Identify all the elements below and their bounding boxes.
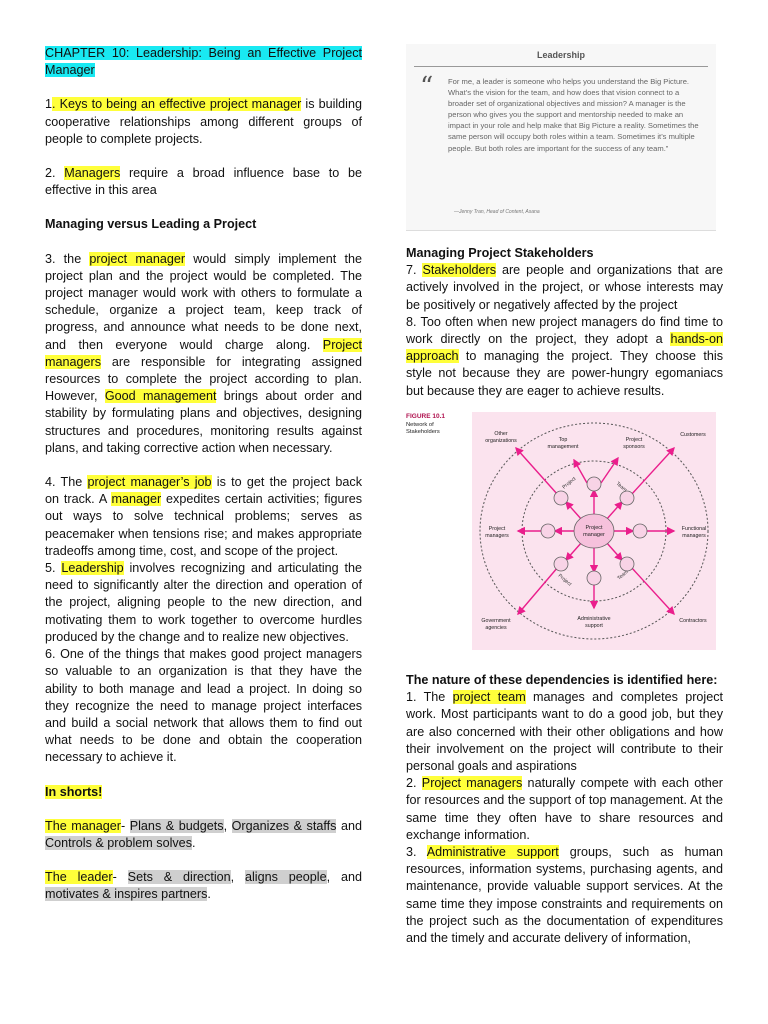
highlight: The manager (45, 818, 121, 833)
highlight: project manager (89, 251, 186, 266)
svg-text:Functional: Functional (681, 526, 707, 532)
svg-text:Project: Project (556, 572, 573, 588)
svg-text:Top: Top (558, 437, 568, 443)
paragraph-8: 8. Too often when new project managers do find time to work directly on the project, they adopt a hands-on approach to managing the project. They choose this style not because they are power-hungry egomaniacs but because they are eager to achieve results. (406, 314, 723, 398)
svg-text:Other: Other (494, 431, 508, 437)
quote-divider (414, 66, 708, 67)
paragraph-5: 5. Leadership involves recognizing and articulating the need to significantly alter the direction and operation of the project, aligning people to the new direction, and motivating them to work together to overcome hurdles produced by the change and to realize new objectives. (45, 561, 362, 644)
right-column (406, 245, 723, 400)
svg-text:Team: Team (614, 480, 628, 494)
paragraph-2: 2. Managers require a broad influence base to be effective in this area (45, 166, 362, 198)
dependencies-section (406, 672, 723, 947)
in-shorts-heading: In shorts! (45, 784, 103, 799)
dependency-2: 2. Project managers naturally compete with each other for resources and the support of top management. At the same time they often have to share resources and exchange information. (406, 776, 723, 842)
figure-caption-line1: Network of (406, 422, 434, 428)
svg-text:Administrative: Administrative (577, 616, 611, 622)
stakeholder-network-figure (406, 408, 716, 652)
svg-text:managers: managers (682, 533, 706, 539)
chapter-title (45, 45, 362, 79)
highlight: Administrative support (426, 845, 559, 860)
paragraph-1: 1. Keys to being an effective project manager is building cooperative relationships among different groups of people to complete projects. (45, 97, 362, 146)
svg-text:agencies: agencies (485, 625, 507, 631)
paragraph-4: 4. The project manager’s job is to get the project back on track. A manager expedites certain activities; figures out ways to solve technical problems; serves as peacemaker when tensions rise; and makes appropriate tradeoffs among time, cost, and scope of the project. (45, 475, 362, 558)
svg-text:Contractors: Contractors (679, 618, 707, 624)
highlight: Project managers (45, 337, 362, 369)
leader-summary: The leader- Sets & direction, aligns people, and motivates & inspires partners. (45, 870, 362, 902)
svg-text:Team: Team (616, 569, 630, 582)
paragraph-6: 6. One of the things that makes good project managers so valuable to an organization is that they have the ability to both manage and lead a project. In doing so they recognize the need to manage project interfaces and build a social network that allows them to find out what needs to be done and obtain the cooperation necessary to achieve it. (45, 647, 362, 765)
highlight: Keys to being an effective project manager (55, 97, 302, 112)
paragraph-7: 7. Stakeholders are people and organizations that are actively involved in the project, or whose interests may be positively or negatively affected by the project (406, 263, 723, 312)
svg-text:management: management (547, 444, 579, 450)
highlight: hands-on approach (406, 332, 723, 364)
quote-heading: Leadership (536, 50, 585, 60)
heading-managing-vs-leading: Managing versus Leading a Project (45, 217, 257, 232)
dependency-3: 3. Administrative support groups, such as human resources, information systems, purchasing agents, and maintenance, provide valuable support services. At the same time they impose constraints and requirements on the project such as the documentation of expenditures and the timely and accurate delivery of information, (406, 845, 724, 946)
left-column (45, 45, 362, 904)
highlight: project team (452, 690, 526, 705)
highlight: project manager’s job (87, 475, 212, 490)
network-diagram (406, 408, 716, 652)
highlight: The leader (45, 870, 113, 885)
svg-text:managers: managers (485, 533, 509, 539)
center-label-1: Project (585, 525, 603, 531)
svg-text:sponsors: sponsors (623, 444, 645, 450)
project-manager-node (574, 514, 614, 548)
svg-text:Project: Project (625, 437, 643, 443)
figure-label: FIGURE 10.1 (406, 413, 446, 420)
paragraph-3: 3. the project manager would simply implement the project plan and the project would be completed. The project manager would work with others to formulate a schedule, organize a project team, keep track of progress, and announce what needs to be done next, and then everyone would charge along. Project managers are responsible for integrating assigned resources to complete the project according to plan. However, Good management brings about order and stability by formulating plans and objectives, designing structures and procedures, monitoring results against plans, and taking corrective action when necessary. (45, 251, 362, 455)
highlight: manager (111, 492, 162, 507)
heading-dependencies: The nature of these dependencies is identified here: (406, 673, 718, 687)
heading-managing-stakeholders: Managing Project Stakeholders (406, 246, 594, 260)
highlight: Leadership (61, 561, 124, 576)
svg-text:Government: Government (481, 618, 511, 624)
chapter-title-text: CHAPTER 10: Leadership: Being an Effective Project Manager (45, 46, 362, 78)
quote-attribution: —Jenny Tran, Head of Content, Asana (454, 209, 540, 215)
highlight: Good management (104, 389, 217, 404)
svg-text:Project: Project (488, 526, 506, 532)
highlight: Project managers (421, 776, 523, 791)
quote-text: For me, a leader is someone who helps you understand the Big Picture. What’s the vision for the team, and how does that vision connect to a broader set of organizational objectives and mission? A manager is the person who gives you the support and mentorship needed to make an impact in your role and help make that Big Picture a reality. Sometimes the same person will occupy both roles within a team. Sometimes it’s multiple people. But both roles are important for the success of any team.” (448, 77, 699, 153)
highlight: Stakeholders (422, 263, 496, 278)
highlight: Managers (64, 166, 121, 181)
svg-text:Customers: Customers (680, 432, 706, 438)
svg-text:organizations: organizations (485, 438, 517, 444)
center-label-2: manager (583, 532, 605, 538)
manager-summary: The manager- Plans & budgets, Organizes & staffs and Controls & problem solves. (45, 818, 363, 850)
svg-text:support: support (585, 623, 603, 629)
figure-caption-line2: Stakeholders (406, 429, 440, 435)
svg-text:Project: Project (561, 475, 578, 491)
quote-mark-icon: “ (420, 72, 434, 102)
dependency-1: 1. The project team manages and completes project work. Most participants want to do a good job, but they are also concerned with their other obligations and how their involvement on the project will contribute to their personal goals and aspirations (406, 690, 724, 774)
leadership-quote-box (406, 44, 716, 231)
